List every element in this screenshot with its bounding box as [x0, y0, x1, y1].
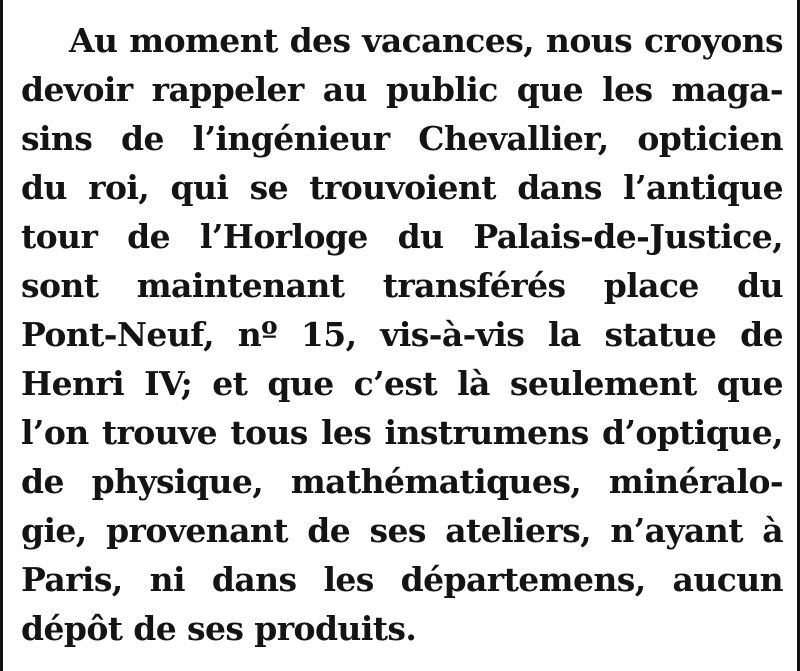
- article-line: Pont-Neuf, nº 15, vis-à-vis la statue de: [21, 315, 783, 354]
- article-line: gie, provenant de ses ateliers, n’ayant à: [21, 511, 783, 550]
- article-line: Henri IV; et que c’est là seulement que: [21, 364, 783, 403]
- article-line: sont maintenant transférés place du: [21, 266, 783, 305]
- article-line: dépôt de ses produits.: [21, 609, 417, 648]
- article-line: devoir rappeler au public que les maga-: [21, 70, 783, 109]
- article-line: de physique, mathématiques, minéralo-: [21, 462, 783, 501]
- article-line: du roi, qui se trouvoient dans l’antique: [21, 168, 783, 207]
- article-line: sins de l’ingénieur Chevallier, opticien: [21, 119, 783, 158]
- article-line: tour de l’Horloge du Palais-de-Justice,: [21, 217, 783, 256]
- article-line: l’on trouve tous les instrumens d’optique,: [21, 413, 783, 452]
- article-paragraph: [21, 16, 783, 653]
- article-line: Paris, ni dans les départemens, aucun: [21, 560, 783, 599]
- article-line: Au moment des vacances, nous croyons: [69, 21, 783, 60]
